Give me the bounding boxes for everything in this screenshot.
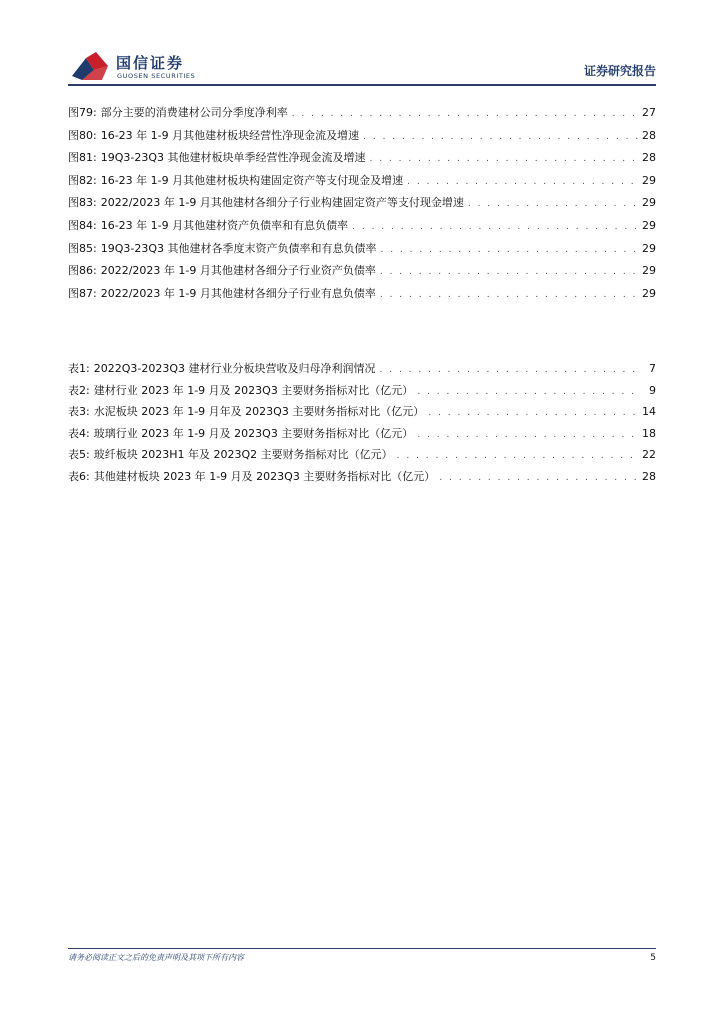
dot-leader [380, 267, 638, 277]
table-list [68, 360, 656, 489]
figure-number: 图86: [68, 264, 97, 278]
table-number: 表4: [68, 426, 90, 440]
guosen-logo [70, 50, 210, 86]
figure-list [68, 104, 656, 307]
figure-title: 16-23 年 1-9 月其他建材板块构建固定资产等支付现金及增速 [100, 173, 404, 187]
table-entry[interactable] [68, 382, 656, 404]
figure-number: 图79: [68, 106, 97, 119]
figure-number: 图83: [68, 196, 97, 210]
figure-entry[interactable] [68, 240, 656, 263]
footer-divider [68, 948, 656, 949]
figure-entry[interactable] [68, 285, 656, 308]
table-title: 2022Q3-2023Q3 建材行业分板块营收及归母净利润情况 [93, 362, 376, 375]
figure-number: 图81: [68, 151, 97, 165]
figure-page: 28 [642, 151, 656, 165]
figure-title: 2022/2023 年 1-9 月其他建材各细分子行业资产负债率 [100, 264, 376, 278]
table-title: 玻璃行业 2023 年 1-9 月及 2023Q3 主要财务指标对比（亿元） [93, 426, 414, 440]
table-title: 其他建材板块 2023 年 1-9 月及 2023Q3 主要财务指标对比（亿元） [93, 469, 436, 483]
figure-number: 图84: [68, 218, 97, 232]
figure-entry[interactable] [68, 194, 656, 217]
guosen-logo-icon [70, 50, 114, 84]
figure-page: 29 [642, 196, 656, 210]
figure-entry[interactable] [68, 262, 656, 285]
figure-page: 27 [642, 106, 656, 119]
figure-entry[interactable] [68, 172, 656, 195]
figure-number: 图80: [68, 128, 97, 142]
table-page: 18 [642, 426, 656, 440]
table-entry[interactable] [68, 360, 656, 382]
dot-leader [407, 177, 638, 187]
table-number: 表5: [68, 448, 90, 461]
figure-title: 16-23 年 1-9 月其他建材板块经营性净现金流及增速 [100, 128, 360, 142]
dot-leader [292, 109, 638, 119]
figure-number: 图82: [68, 173, 97, 187]
figure-page: 28 [642, 128, 656, 142]
figure-title: 16-23 年 1-9 月其他建材资产负债率和有息负债率 [100, 218, 349, 232]
dot-leader [352, 222, 638, 232]
figure-title: 2022/2023 年 1-9 月其他建材各细分子行业构建固定资产等支付现金增速 [100, 196, 464, 210]
figure-number: 图85: [68, 241, 97, 255]
figure-page: 29 [642, 264, 656, 278]
page-header [0, 0, 724, 90]
figure-title: 19Q3-23Q3 其他建材各季度末资产负债率和有息负债率 [100, 241, 377, 255]
figure-entry[interactable] [68, 127, 656, 150]
logo-chinese-name: 国信证券 [116, 54, 185, 72]
dot-leader [369, 154, 638, 164]
table-page: 14 [642, 405, 656, 418]
dot-leader [468, 199, 638, 209]
table-page: 7 [649, 362, 656, 375]
table-number: 表6: [68, 469, 90, 483]
dot-leader [380, 290, 638, 300]
page-number: 5 [650, 953, 656, 963]
table-title: 水泥板块 2023 年 1-9 月年及 2023Q3 主要财务指标对比（亿元） [93, 405, 425, 418]
figure-number: 图87: [68, 286, 97, 300]
figure-page: 29 [642, 241, 656, 255]
figure-entry[interactable] [68, 149, 656, 172]
figure-entry[interactable] [68, 104, 656, 127]
dot-leader [439, 473, 638, 483]
figure-title: 19Q3-23Q3 其他建材板块单季经营性净现金流及增速 [100, 151, 366, 165]
figure-page: 29 [642, 218, 656, 232]
table-title: 玻纤板块 2023H1 年及 2023Q2 主要财务指标对比（亿元） [93, 448, 393, 461]
table-title: 建材行业 2023 年 1-9 月及 2023Q3 主要财务指标对比（亿元） [93, 383, 414, 397]
dot-leader [380, 245, 638, 255]
dot-leader [417, 430, 638, 440]
disclaimer-note: 请务必阅读正文之后的免责声明及其项下所有内容 [68, 953, 244, 962]
table-number: 表2: [68, 383, 90, 397]
figure-entry[interactable] [68, 217, 656, 240]
dot-leader [417, 387, 640, 397]
table-number: 表1: [68, 362, 90, 375]
logo-english-name: GUOSEN SECURITIES [117, 72, 196, 80]
table-number: 表3: [68, 405, 90, 418]
table-entry[interactable] [68, 403, 656, 425]
dot-leader [428, 408, 638, 418]
report-type-label: 证券研究报告 [583, 64, 656, 78]
table-page: 22 [642, 448, 656, 461]
table-entry[interactable] [68, 425, 656, 447]
figure-page: 29 [642, 173, 656, 187]
dot-leader [380, 365, 641, 375]
figure-page: 29 [642, 286, 656, 300]
table-entry[interactable] [68, 446, 656, 468]
table-page: 9 [649, 383, 656, 397]
header-divider [68, 84, 656, 86]
figure-title: 部分主要的消费建材公司分季度净利率 [100, 106, 288, 119]
figure-title: 2022/2023 年 1-9 月其他建材各细分子行业有息负债率 [100, 286, 376, 300]
dot-leader [397, 451, 638, 461]
dot-leader [363, 132, 638, 142]
table-entry[interactable] [68, 468, 656, 490]
table-page: 28 [642, 469, 656, 483]
